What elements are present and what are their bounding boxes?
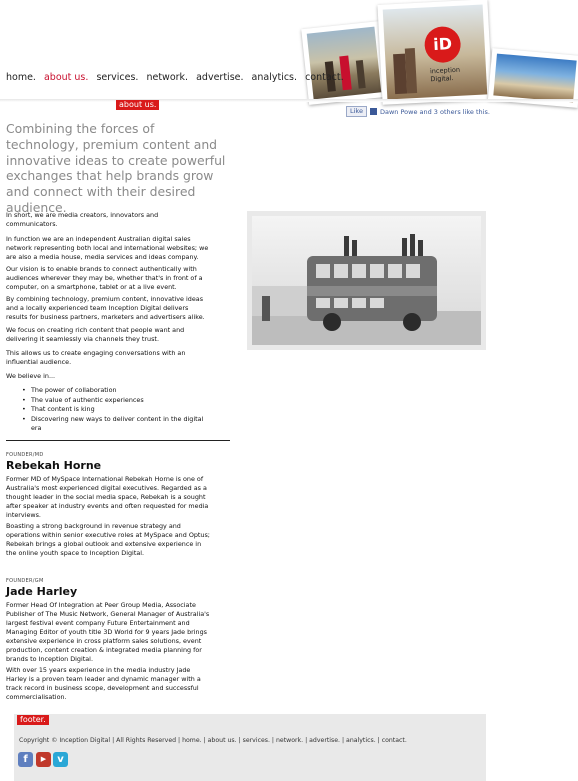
bus-image — [252, 216, 481, 345]
nav-home[interactable]: home. — [6, 72, 36, 83]
list-item: • That content is king — [22, 405, 212, 415]
header-rule — [0, 99, 578, 102]
nav-analytics[interactable]: analytics. — [251, 72, 298, 83]
body-paragraph: In function we are an independent Australian digital sales network representing both local and international websites; we are also a media house, media services and ideas company. — [6, 235, 209, 261]
facebook-icon[interactable]: f — [18, 752, 33, 767]
footer-link-analytics[interactable]: analytics. — [346, 737, 376, 744]
person-role: FOUNDER/GM — [6, 578, 44, 584]
header-photo-street — [301, 21, 387, 105]
facebook-like — [346, 106, 490, 117]
section-divider — [6, 440, 230, 441]
footer-link-about-us[interactable]: about us. — [207, 737, 237, 744]
brand-tagline-2: Digital. — [430, 74, 454, 84]
body-paragraph: In short, we are media creators, innovators and communicators. — [6, 211, 159, 228]
person-bio: Boasting a strong background in revenue strategy and operations within senior executive roles at MySpace and Optus; Rebekah brings a global outlook and extensive experience in the online youth space to Inception Digital. — [6, 522, 210, 557]
facebook-like-button[interactable]: Like — [346, 106, 367, 117]
nav-network[interactable]: network. — [146, 72, 189, 83]
facebook-icon — [370, 108, 377, 115]
body-paragraph: We focus on creating rich content that people want and delivering it seamlessly via channels they trust. — [6, 326, 185, 343]
person-bio: Former Head Of Integration at Peer Group Media, Associate Publisher of The Music Network, General Manager of Australia's largest festival event company Future Entertainment and Managing Editor of youth title 3D World for 9 years Jade brings extensive experience in cross platform sales solutions, event production, content creation & integrated media planning for brands to Inception Digital. — [6, 601, 210, 663]
brand-logo-mark: iD — [424, 26, 462, 64]
nav-services[interactable]: services. — [96, 72, 139, 83]
footer-link-services[interactable]: services. — [242, 737, 270, 744]
beliefs-list — [22, 386, 212, 434]
brand-tagline-1: inception — [429, 65, 461, 76]
footer-link-home[interactable]: home. — [182, 737, 202, 744]
footer-link-network[interactable]: network. — [276, 737, 304, 744]
person-bio: With over 15 years experience in the media industry Jade Harley is a proven team leader and dynamic manager with a track record in business scope, development and successful commercialisation. — [6, 666, 201, 701]
person-name: Rebekah Horne — [6, 459, 102, 472]
body-paragraph: This allows us to create engaging conversations with an influential audience. — [6, 349, 186, 366]
body-paragraph: We believe in... — [6, 372, 56, 380]
footer — [14, 714, 486, 781]
copyright-text: Copyright © Inception Digital | All Rights Reserved | — [19, 737, 181, 744]
person-name: Jade Harley — [6, 585, 78, 598]
header — [0, 0, 578, 100]
bus-photo — [247, 211, 486, 350]
facebook-like-text: Dawn Powe and 3 others like this. — [379, 107, 490, 116]
body-paragraph: Our vision is to enable brands to connect authentically with audiences wherever they may be, whether that's in front of a computer, on a smartphone, tablet or at a live event. — [6, 265, 203, 291]
intro-text: Combining the forces of technology, premium content and innovative ideas to create powerful exchanges that help brands grow and connect with their desired audience. — [6, 121, 226, 215]
nav-contact[interactable]: contact. — [305, 72, 344, 83]
nav-advertise[interactable]: advertise. — [196, 72, 244, 83]
footer-label: footer. — [17, 715, 49, 725]
main-nav — [6, 72, 349, 83]
list-item: • Discovering new ways to deliver content in the digital era — [22, 415, 212, 434]
section-label: about us. — [116, 100, 159, 110]
body-paragraph: By combining technology, premium content, innovative ideas and a locally experienced team Inception Digital delivers results for business partners, marketers and advertisers alike. — [6, 295, 205, 321]
footer-link-advertise[interactable]: advertise. — [309, 737, 341, 744]
youtube-icon[interactable]: ▶ — [36, 752, 51, 767]
header-photo-beach — [377, 0, 492, 105]
list-item: • The power of collaboration — [22, 386, 212, 396]
vimeo-icon[interactable]: v — [53, 752, 68, 767]
nav-about-us[interactable]: about us. — [43, 72, 89, 83]
person-bio: Former MD of MySpace International Rebekah Horne is one of Australia's most experienced digital executives. Regarded as a thought leader in the social media space, Rebekah is a sought after speaker at industry events and often requested for media interviews. — [6, 475, 209, 519]
list-item: • The value of authentic experiences — [22, 396, 212, 406]
footer-copyright-bar: Copyright © Inception Digital | All Rights Reserved | home. | about us. | services. | network. | advertise. | analytics. | contact. — [19, 737, 407, 744]
person-role: FOUNDER/MD — [6, 452, 44, 458]
footer-link-contact[interactable]: contact. — [381, 737, 407, 744]
